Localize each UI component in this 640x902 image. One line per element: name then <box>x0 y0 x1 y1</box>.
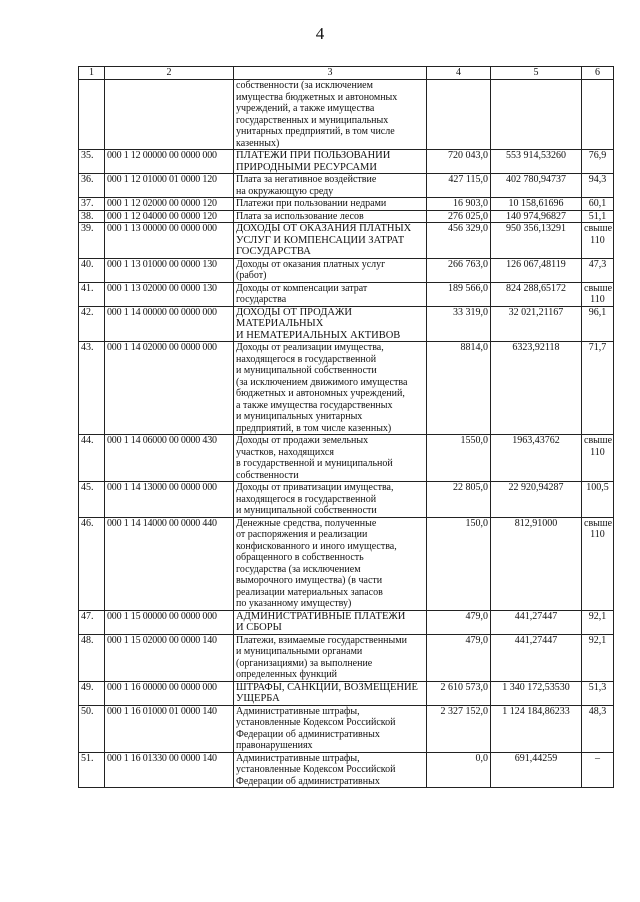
item-name: АДМИНИСТРАТИВНЫЕ ПЛАТЕЖИ И СБОРЫ <box>234 610 427 634</box>
budget-code: 000 1 13 01000 00 0000 130 <box>105 258 234 282</box>
actual-amount: 691,44259 <box>491 752 582 788</box>
item-name: ДОХОДЫ ОТ ПРОДАЖИ МАТЕРИАЛЬНЫХ И НЕМАТЕРИАЛЬНЫХ АКТИВОВ <box>234 306 427 342</box>
execution-percent <box>582 80 614 150</box>
execution-percent: 71,7 <box>582 342 614 435</box>
actual-amount: 824 288,65172 <box>491 282 582 306</box>
budget-code: 000 1 16 01000 01 0000 140 <box>105 705 234 752</box>
table-row <box>79 482 614 518</box>
row-number: 50. <box>79 705 105 752</box>
execution-percent: 51,1 <box>582 210 614 223</box>
execution-percent: 76,9 <box>582 150 614 174</box>
budget-code <box>105 80 234 150</box>
table-row <box>79 634 614 681</box>
budget-code: 000 1 15 00000 00 0000 000 <box>105 610 234 634</box>
item-name: Плата за использование лесов <box>234 210 427 223</box>
planned-amount: 427 115,0 <box>427 174 491 198</box>
actual-amount: 1 340 172,53530 <box>491 681 582 705</box>
table-row <box>79 681 614 705</box>
planned-amount <box>427 80 491 150</box>
actual-amount: 1963,43762 <box>491 435 582 482</box>
table-row <box>79 150 614 174</box>
budget-code: 000 1 12 00000 00 0000 000 <box>105 150 234 174</box>
row-number: 48. <box>79 634 105 681</box>
row-number: 49. <box>79 681 105 705</box>
row-number: 35. <box>79 150 105 174</box>
planned-amount: 720 043,0 <box>427 150 491 174</box>
planned-amount: 1550,0 <box>427 435 491 482</box>
planned-amount: 2 327 152,0 <box>427 705 491 752</box>
budget-code: 000 1 12 01000 01 0000 120 <box>105 174 234 198</box>
table-body <box>79 80 614 788</box>
item-name: Денежные средства, полученные от распоряжения и реализации конфискованного и иного имущества, обращенного в собственность государства (за исключением выморочного имущества) (в части реализации материальных запасов по указанному имуществу) <box>234 517 427 610</box>
planned-amount: 0,0 <box>427 752 491 788</box>
item-name: Платежи при пользовании недрами <box>234 198 427 211</box>
execution-percent: 100,5 <box>582 482 614 518</box>
row-number: 46. <box>79 517 105 610</box>
actual-amount: 441,27447 <box>491 634 582 681</box>
budget-code: 000 1 14 06000 00 0000 430 <box>105 435 234 482</box>
planned-amount: 266 763,0 <box>427 258 491 282</box>
actual-amount: 10 158,61696 <box>491 198 582 211</box>
actual-amount: 126 067,48119 <box>491 258 582 282</box>
page-number: 4 <box>315 24 325 43</box>
table-row <box>79 342 614 435</box>
column-header: 5 <box>491 67 582 80</box>
item-name: Плата за негативное воздействие на окружающую среду <box>234 174 427 198</box>
planned-amount: 189 566,0 <box>427 282 491 306</box>
row-number: 51. <box>79 752 105 788</box>
table-row <box>79 752 614 788</box>
table-row <box>79 210 614 223</box>
execution-percent: свыше 110 <box>582 223 614 259</box>
actual-amount: 553 914,53260 <box>491 150 582 174</box>
planned-amount: 479,0 <box>427 634 491 681</box>
table-row <box>79 258 614 282</box>
planned-amount: 16 903,0 <box>427 198 491 211</box>
planned-amount: 33 319,0 <box>427 306 491 342</box>
execution-percent: 94,3 <box>582 174 614 198</box>
table-row <box>79 610 614 634</box>
column-header: 1 <box>79 67 105 80</box>
planned-amount: 22 805,0 <box>427 482 491 518</box>
execution-percent: 48,3 <box>582 705 614 752</box>
item-name: ПЛАТЕЖИ ПРИ ПОЛЬЗОВАНИИ ПРИРОДНЫМИ РЕСУРСАМИ <box>234 150 427 174</box>
table-row <box>79 198 614 211</box>
row-number: 45. <box>79 482 105 518</box>
item-name: Доходы от реализации имущества, находящегося в государственной и муниципальной собственности (за исключением движимого имущества бюджетных и автономных учреждений, а также имущества государственных и муниципальных унитарных предприятий, в том числе казенных) <box>234 342 427 435</box>
item-name: собственности (за исключением имущества бюджетных и автономных учреждений, а также имущества государственных и муниципальных унитарных предприятий, в том числе казенных) <box>234 80 427 150</box>
item-name: Доходы от приватизации имущества, находящегося в государственной и муниципальной собственности <box>234 482 427 518</box>
table-row <box>79 517 614 610</box>
budget-code: 000 1 13 00000 00 0000 000 <box>105 223 234 259</box>
actual-amount: 812,91000 <box>491 517 582 610</box>
row-number: 47. <box>79 610 105 634</box>
row-number: 42. <box>79 306 105 342</box>
table-row <box>79 174 614 198</box>
actual-amount <box>491 80 582 150</box>
execution-percent: 51,3 <box>582 681 614 705</box>
planned-amount: 456 329,0 <box>427 223 491 259</box>
row-number <box>79 80 105 150</box>
actual-amount: 140 974,96827 <box>491 210 582 223</box>
budget-code: 000 1 15 02000 00 0000 140 <box>105 634 234 681</box>
execution-percent: 92,1 <box>582 610 614 634</box>
column-header: 3 <box>234 67 427 80</box>
execution-percent: 96,1 <box>582 306 614 342</box>
actual-amount: 22 920,94287 <box>491 482 582 518</box>
item-name: Доходы от продажи земельных участков, находящихся в государственной и муниципальной собственности <box>234 435 427 482</box>
table-row <box>79 282 614 306</box>
budget-code: 000 1 13 02000 00 0000 130 <box>105 282 234 306</box>
row-number: 38. <box>79 210 105 223</box>
column-header: 4 <box>427 67 491 80</box>
row-number: 43. <box>79 342 105 435</box>
table-row <box>79 80 614 150</box>
actual-amount: 402 780,94737 <box>491 174 582 198</box>
table-header-row <box>79 67 614 80</box>
actual-amount: 1 124 184,86233 <box>491 705 582 752</box>
budget-code: 000 1 16 01330 00 0000 140 <box>105 752 234 788</box>
item-name: Платежи, взимаемые государственными и муниципальными органами (организациями) за выполнение определенных функций <box>234 634 427 681</box>
item-name: ДОХОДЫ ОТ ОКАЗАНИЯ ПЛАТНЫХ УСЛУГ И КОМПЕНСАЦИИ ЗАТРАТ ГОСУДАРСТВА <box>234 223 427 259</box>
actual-amount: 441,27447 <box>491 610 582 634</box>
item-name: Доходы от оказания платных услуг (работ) <box>234 258 427 282</box>
table-row <box>79 435 614 482</box>
execution-percent: 47,3 <box>582 258 614 282</box>
actual-amount: 950 356,13291 <box>491 223 582 259</box>
row-number: 44. <box>79 435 105 482</box>
execution-percent: 60,1 <box>582 198 614 211</box>
execution-percent: свыше 110 <box>582 517 614 610</box>
column-header: 2 <box>105 67 234 80</box>
column-header: 6 <box>582 67 614 80</box>
item-name: ШТРАФЫ, САНКЦИИ, ВОЗМЕЩЕНИЕ УЩЕРБА <box>234 681 427 705</box>
execution-percent: свыше 110 <box>582 435 614 482</box>
row-number: 36. <box>79 174 105 198</box>
planned-amount: 2 610 573,0 <box>427 681 491 705</box>
table-row <box>79 306 614 342</box>
budget-table <box>78 66 614 788</box>
planned-amount: 276 025,0 <box>427 210 491 223</box>
budget-code: 000 1 12 02000 00 0000 120 <box>105 198 234 211</box>
budget-code: 000 1 14 00000 00 0000 000 <box>105 306 234 342</box>
budget-code: 000 1 14 02000 00 0000 000 <box>105 342 234 435</box>
execution-percent: – <box>582 752 614 788</box>
budget-code: 000 1 16 00000 00 0000 000 <box>105 681 234 705</box>
item-name: Административные штрафы, установленные Кодексом Российской Федерации об административных <box>234 752 427 788</box>
table-row <box>79 223 614 259</box>
row-number: 39. <box>79 223 105 259</box>
item-name: Доходы от компенсации затрат государства <box>234 282 427 306</box>
planned-amount: 479,0 <box>427 610 491 634</box>
actual-amount: 32 021,21167 <box>491 306 582 342</box>
budget-code: 000 1 12 04000 00 0000 120 <box>105 210 234 223</box>
row-number: 37. <box>79 198 105 211</box>
planned-amount: 8814,0 <box>427 342 491 435</box>
planned-amount: 150,0 <box>427 517 491 610</box>
table-row <box>79 705 614 752</box>
row-number: 40. <box>79 258 105 282</box>
budget-code: 000 1 14 13000 00 0000 000 <box>105 482 234 518</box>
budget-code: 000 1 14 14000 00 0000 440 <box>105 517 234 610</box>
execution-percent: 92,1 <box>582 634 614 681</box>
execution-percent: свыше 110 <box>582 282 614 306</box>
item-name: Административные штрафы, установленные Кодексом Российской Федерации об административных правонарушениях <box>234 705 427 752</box>
actual-amount: 6323,92118 <box>491 342 582 435</box>
row-number: 41. <box>79 282 105 306</box>
